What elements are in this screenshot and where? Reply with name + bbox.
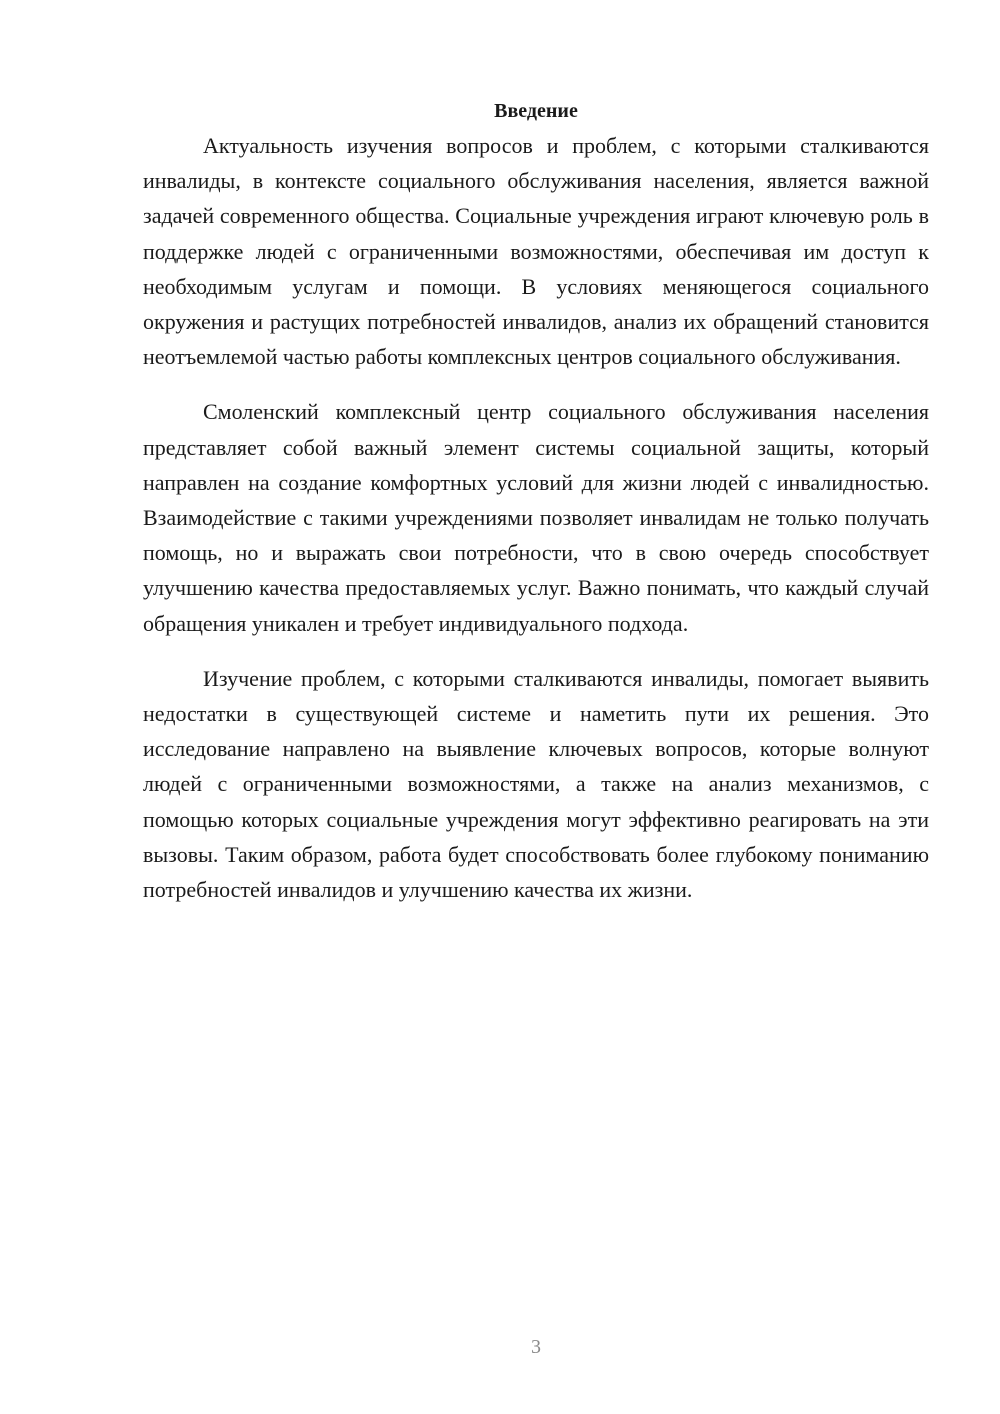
section-title: Введение <box>494 100 578 122</box>
paragraph-2: Смоленский комплексный центр социального обслуживания населения представляет собой важный элемент системы социальной защиты, который направлен на создание комфортных условий для жизни людей с инвалидностью. Взаимодействие с такими учреждениями позволяет инвалидам не только получать помощь, но и выражать свои потребности, что в свою очередь способствует улучшению качества предоставляемых услуг. Важно понимать, что каждый случай обращения уникален и требует индивидуального подхода. <box>143 399 929 636</box>
paragraph-3: Изучение проблем, с которыми сталкиваются инвалиды, помогает выявить недостатки в существующей системе и наметить пути их решения. Это исследование направлено на выявление ключевых вопросов, которые волнуют людей с ограниченными возможностями, а также на анализ механизмов, с помощью которых социальные учреждения могут эффективно реагировать на эти вызовы. Таким образом, работа будет способствовать более глубокому пониманию потребностей инвалидов и улучшению качества их жизни. <box>143 665 929 903</box>
page-content <box>143 94 929 907</box>
paragraph-1: Актуальность изучения вопросов и проблем, с которыми сталкиваются инвалиды, в контексте социального обслуживания населения, является важной задачей современного общества. Социальные учреждения играют ключевую роль в поддержке людей с ограниченными возможностями, обеспечивая им доступ к необходимым услугам и помощи. В условиях меняющегося социального окружения и растущих потребностей инвалидов, анализ их обращений становится неотъемлемой частью работы комплексных центров социального обслуживания. <box>143 133 929 370</box>
page-number-container <box>0 1333 1000 1361</box>
page-number: 3 <box>531 1336 541 1358</box>
